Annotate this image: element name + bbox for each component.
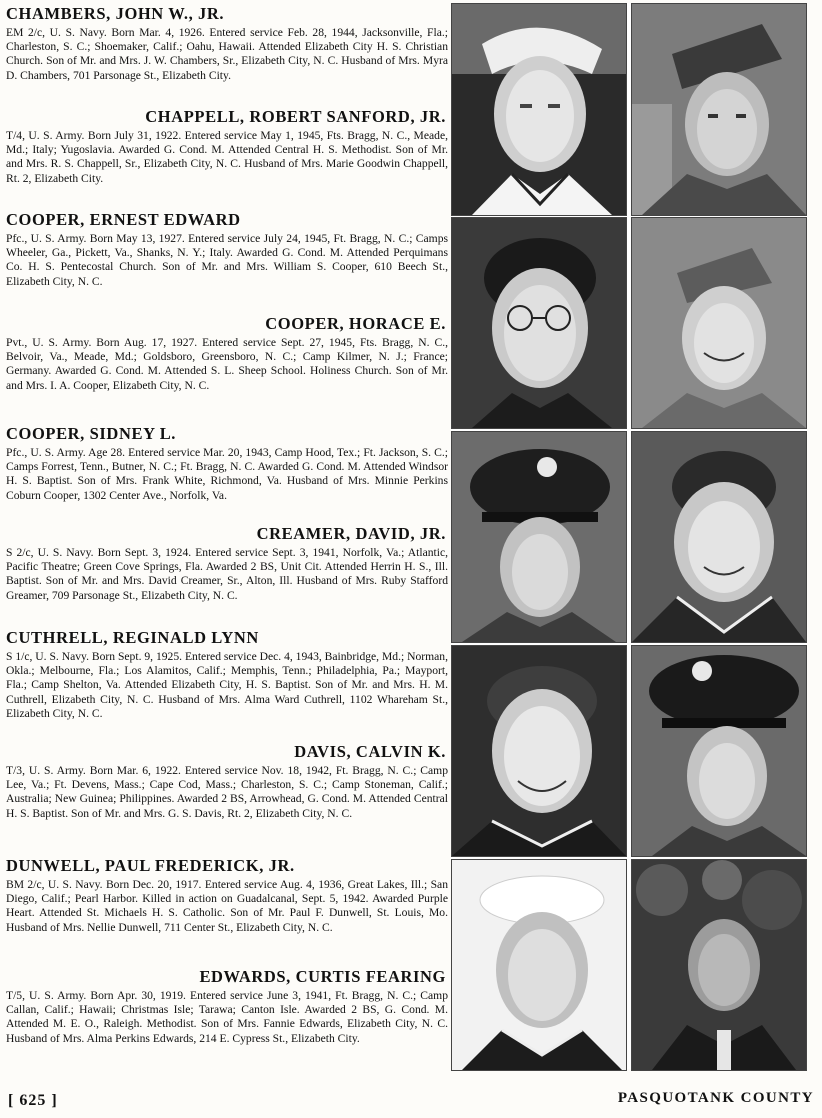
entry-cooper-ernest — [6, 210, 448, 289]
entry-cuthrell — [6, 628, 448, 721]
entry-name: CHAMBERS, JOHN W., JR. — [6, 4, 225, 23]
portrait-cuthrell — [451, 645, 627, 857]
entry-name: CHAPPELL, ROBERT SANFORD, JR. — [145, 107, 446, 126]
portrait-dunwell — [451, 859, 627, 1071]
entry-cooper-horace — [6, 314, 448, 393]
page-number: [ 625 ] — [8, 1092, 58, 1109]
entry-text: S 2/c, U. S. Navy. Born Sept. 3, 1924. Entered service Sept. 3, 1941, Norfolk, Va.; Atlantic, Pacific Theatre; Green Cove Springs, Fla. Awarded 2 BS, Unit Cit. Attended Herrin H. S., Ill. Baptist. Son of Mr. and Mrs. David Creamer, Sr., Alton, Ill. Husband of Mrs. Ruby Stafford Greamer, 709 Parsonage St., Elizabeth City, N. C. — [6, 546, 448, 602]
entry-chappell — [6, 107, 448, 186]
county-name: PASQUOTANK COUNTY — [617, 1090, 814, 1106]
entry-text: T/3, U. S. Army. Born Mar. 6, 1922. Entered service Nov. 18, 1942, Ft. Bragg, N. C.; Camp Lee, Va.; Ft. Devens, Mass.; Cape Cod, Mass.; Charleston, S. C.; Camp Stoneman, Calif.; Australia; New Guinea; Philippines. Awarded 2 BS, Arrowhead, G. Cond. M. Attended Central H. S. Baptist. Son of Mr. and Mrs. G. S. Davis, Rt. 2, Elizabeth City, N. C. — [6, 764, 448, 820]
entry-text: Pfc., U. S. Army. Born May 13, 1927. Entered service July 24, 1945, Ft. Bragg, N. C.; Camps Wheeler, Ga., Pickett, Va., Shanks, N. Y.; Italy. Awarded G. Cond. M. Attended Perquimans Co. H. S. Pentecostal Church. Son of Mr. and Mrs. William S. Cooper, 610 Beech St., Elizabeth City, N. C. — [6, 232, 448, 288]
entry-cooper-sidney — [6, 424, 448, 503]
portrait-cooper-horace — [631, 217, 807, 429]
entry-text: EM 2/c, U. S. Navy. Born Mar. 4, 1926. Entered service Feb. 28, 1944, Jacksonville, Fla.; Charleston, S. C.; Shoemaker, Calif.; Oahu, Hawaii. Attended Elizabeth City H. S. Christian Church. Son of Mr. and Mrs. J. W. Chambers, Sr., Elizabeth City, N. C. Husband of Mrs. Myra D. Chambers, 701 Parsonage St., Elizabeth City. — [6, 26, 448, 82]
entry-text: Pfc., U. S. Army. Age 28. Entered service Mar. 20, 1943, Camp Hood, Tex.; Ft. Jackson, S. C.; Camps Forrest, Tenn., Butner, N. C.; Ft. Bragg, N. C. Awarded G. Cond. M. Attended Windsor H. S. Baptist. Son of Mrs. Frank White, Richmond, Va. Husband of Mrs. Minnie Perkins Coburn Cooper, 1302 Center Ave., Norfolk, Va. — [6, 446, 448, 502]
entry-text: T/5, U. S. Army. Born Apr. 30, 1919. Entered service June 3, 1941, Ft. Bragg, N. C.; Camp Callan, Calif.; Hawaii; Christmas Isle; Tarawa; Canton Isle. Awarded 2 BS, G. Cond. M. Attended M. E. O., Raleigh. Methodist. Son of Mrs. Fannie Edwards, Elizabeth City, N. C. Husband of Mrs. Alma Perkins Edwards, 214 E. Cypress St., Elizabeth City. — [6, 989, 448, 1045]
portrait-cooper-ernest — [451, 217, 627, 429]
portrait-chappell — [631, 3, 807, 216]
entry-edwards — [6, 967, 448, 1046]
entry-name: EDWARDS, CURTIS FEARING — [199, 967, 446, 986]
entry-name: COOPER, HORACE E. — [265, 314, 446, 333]
entry-text: T/4, U. S. Army. Born July 31, 1922. Entered service May 1, 1945, Fts. Bragg, N. C., Meade, Md.; Italy; Yugoslavia. Awarded G. Cond. M. Attended Central H. S. Methodist. Son of Mr. and Mrs. R. S. Chappell, Sr., Elizabeth City, N. C. Husband of Mrs. Marie Goodwin Chappell, Rt. 2, Elizabeth City. — [6, 129, 448, 185]
entry-name: DUNWELL, PAUL FREDERICK, JR. — [6, 856, 295, 875]
entry-name: COOPER, SIDNEY L. — [6, 424, 177, 443]
portrait-davis — [631, 645, 807, 857]
entry-name: CREAMER, DAVID, JR. — [256, 524, 446, 543]
portrait-grid — [451, 3, 807, 1069]
entry-davis — [6, 742, 448, 821]
entry-dunwell — [6, 856, 448, 935]
entry-name: CUTHRELL, REGINALD LYNN — [6, 628, 259, 647]
entry-creamer — [6, 524, 448, 603]
portrait-cooper-sidney — [451, 431, 627, 643]
portrait-creamer — [631, 431, 807, 643]
entry-name: COOPER, ERNEST EDWARD — [6, 210, 241, 229]
entry-text: S 1/c, U. S. Navy. Born Sept. 9, 1925. Entered service Dec. 4, 1943, Bainbridge, Md.; Norman, Okla.; Melbourne, Fla.; Los Alamitos, Calif.; Memphis, Tenn.; Philadelphia, Pa.; Mayport, Fla.; Camp Shelton, Va. Attended Elizabeth City, H. S. Baptist. Son of Mr. and Mrs. H. M. Cuthrell, Elizabeth City, N. C. Husband of Mrs. Alma Ward Cuthrell, 1102 Whareham St., Elizabeth City, N. C. — [6, 650, 448, 720]
entry-text: BM 2/c, U. S. Navy. Born Dec. 20, 1917. Entered service Aug. 4, 1936, Great Lakes, Ill.; San Diego, Calif.; Pearl Harbor. Killed in action on Guadalcanal, Sept. 5, 1942. Awarded Purple Heart. Attended St. Michaels H. S. Catholic. Son of Mr. Paul F. Dunwell, St. Louis, Mo. Husband of Mrs. Nellie Dunwell, 711 Center St., Elizabeth City, N. C. — [6, 878, 448, 934]
portrait-chambers — [451, 3, 627, 216]
entry-name: DAVIS, CALVIN K. — [294, 742, 446, 761]
entry-chambers — [6, 4, 448, 83]
entry-text: Pvt., U. S. Army. Born Aug. 17, 1927. Entered service Sept. 27, 1945, Fts. Bragg, N. C., Belvoir, Va., Meade, Md.; Goldsboro, Greensboro, N. C.; Camp Kilmer, N. J.; France; Germany. Awarded G. Cond. M. Attended S. L. Sheep School. Holiness Church. Son of Mr. and Mrs. I. A. Cooper, Elizabeth City, N. C. — [6, 336, 448, 392]
portrait-edwards — [631, 859, 807, 1071]
